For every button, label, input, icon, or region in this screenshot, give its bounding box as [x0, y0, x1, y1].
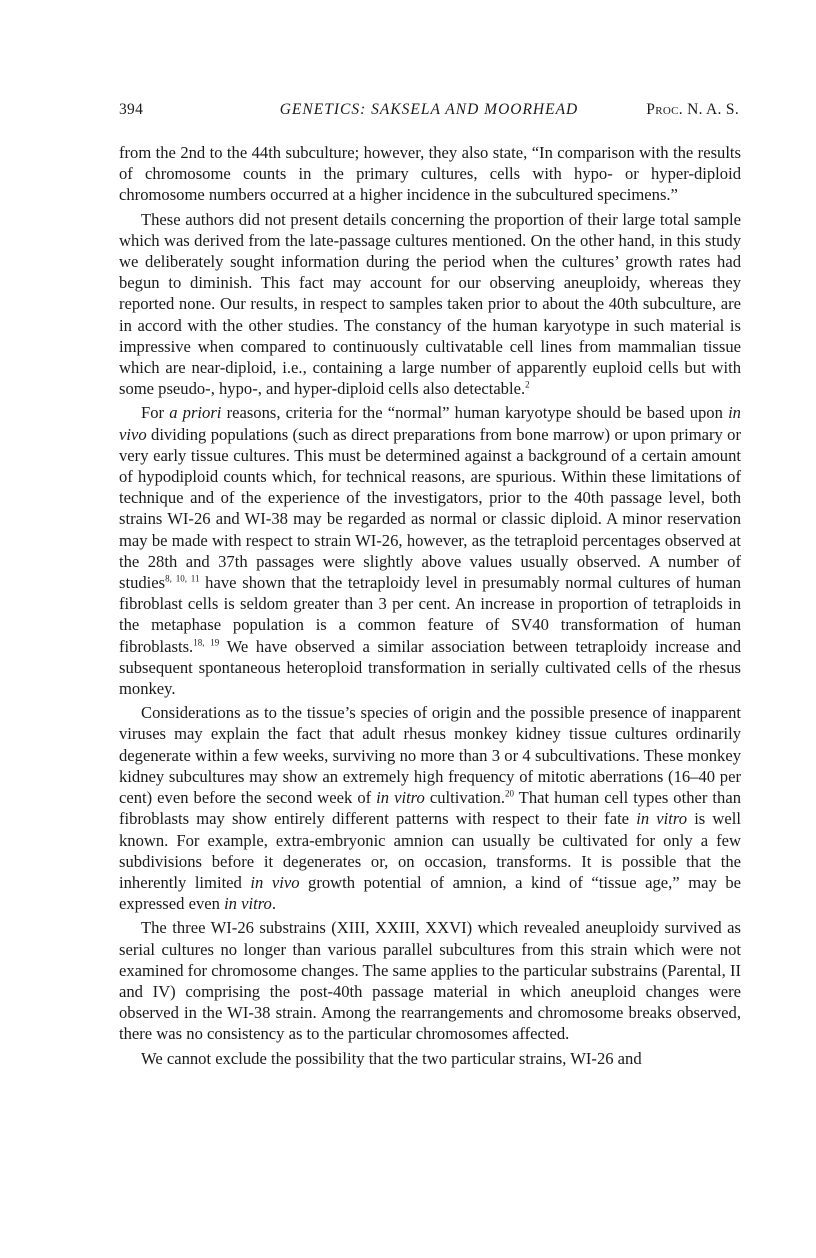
italic-term: in vitro — [376, 788, 425, 808]
text: For — [141, 403, 170, 423]
italic-term: in vivo — [250, 872, 300, 892]
text: . — [271, 894, 276, 914]
citation: 8, 10, 11 — [165, 573, 200, 584]
text: These authors did not present details concerning the proportion of their large total sample which was derived from the late-passage cultures mentioned. On the other hand, in this study we deliberately sought information during the period when the cultures’ growth rates had begun to diminish. This fact may account for our observing aneuploidy, whereas they reported none. Our results, in respect to samples taken prior to about the 40th subculture, are in accord with the other studies. The constancy of the human karyotype in such material is impressive when compared to continuously cultivatable cell lines from mammalian tissue which are near-diploid, i.e., containing a large number of apparently euploid cells but with some pseudo-, hypo-, and hyper-diploid cells also detectable. — [119, 209, 741, 399]
paragraph-1 — [119, 142, 741, 206]
italic-term: a priori — [169, 403, 222, 423]
page-number: 394 — [119, 101, 144, 118]
text: is well known. For example, extra-embryonic amnion can usually be cultivated for only a few subdivisions before it degenerates or, on occasion, transforms. It is possible that the inherently limited — [119, 809, 742, 892]
text: from the 2nd to the 44th subculture; however, they also state, “In comparison with the results of chromosome counts in the primary cultures, cells with hypo- or hyper-diploid chromosome numbers occurred at a higher incidence in the subcultured specimens.” — [119, 143, 741, 205]
paragraph-6 — [119, 1048, 741, 1069]
paragraph-4 — [119, 702, 741, 914]
italic-term: in vivo — [119, 403, 741, 444]
citation: 2 — [525, 379, 530, 390]
citation: 18, 19 — [193, 637, 220, 648]
text: growth potential of amnion, a kind of “tissue age,” may be expressed even — [119, 872, 741, 914]
text: reasons, criteria for the “normal” human karyotype should be based upon — [221, 403, 729, 423]
text: have shown that the tetraploidy level in presumably normal cultures of human fibroblast cells is seldom greater than 3 per cent. An increase in proportion of tetraploids in the metaphase population is a common feature of SV40 transformation of human fibroblasts. — [119, 573, 741, 656]
text: The three WI-26 substrains (XIII, XXIII, XXVI) which revealed aneuploidy survived as serial cultures no longer than various parallel subcultures from this strain which were not examined for chromosome changes. The same applies to the particular substrains (Parental, II and IV) comprising the post-40th passage material in which aneuploid changes were observed in the WI-38 strain. Among the rearrangements and chromosome breaks observed, there was no consistency as to the particular chromosomes affected. — [119, 918, 741, 1044]
paragraph-5 — [119, 917, 741, 1044]
running-head: GENETICS: SAKSELA AND MOORHEAD — [279, 101, 579, 118]
running-header — [119, 101, 739, 125]
text: That human cell types other than fibroblasts may show entirely different patterns with respect to their fate — [119, 788, 741, 829]
citation: 20 — [504, 788, 514, 799]
article-body — [119, 142, 741, 1069]
text: dividing populations (such as direct preparations from bone marrow) or upon primary or very early tissue cultures. This must be determined against a background of a certain amount of hypodiploid counts which, for technical reasons, are spurious. Within these limitations of technique and of the experience of the investigators, prior to the 40th passage level, both strains WI-26 and WI-38 may be regarded as normal or classic diploid. A minor reservation may be made with respect to strain WI-26, however, as the tetraploid percentages observed at the 28th and 37th passages were slightly above values usually observed. A number of studies — [119, 424, 741, 593]
text: We have observed a similar association between tetraploidy increase and subsequent spontaneous heteroploid transformation in serially cultivated cells of the rhesus monkey. — [119, 636, 742, 699]
text: We cannot exclude the possibility that the two particular strains, WI-26 and — [141, 1048, 642, 1068]
text: cultivation. — [424, 788, 505, 808]
paragraph-2 — [119, 209, 741, 400]
journal-name: Proc. N. A. S. — [646, 101, 739, 118]
italic-term: in vitro — [224, 894, 272, 914]
paragraph-3 — [119, 402, 741, 699]
italic-term: in vitro — [636, 809, 688, 829]
text: Considerations as to the tissue’s species of origin and the possible presence of inapparent viruses may explain the fact that adult rhesus monkey kidney tissue cultures ordinarily degenerate within a few weeks, surviving no more than 3 or 4 subcultivations. These monkey kidney subcultures may show an extremely high frequency of mitotic aberrations (16–40 per cent) even before the second week of — [119, 703, 741, 808]
